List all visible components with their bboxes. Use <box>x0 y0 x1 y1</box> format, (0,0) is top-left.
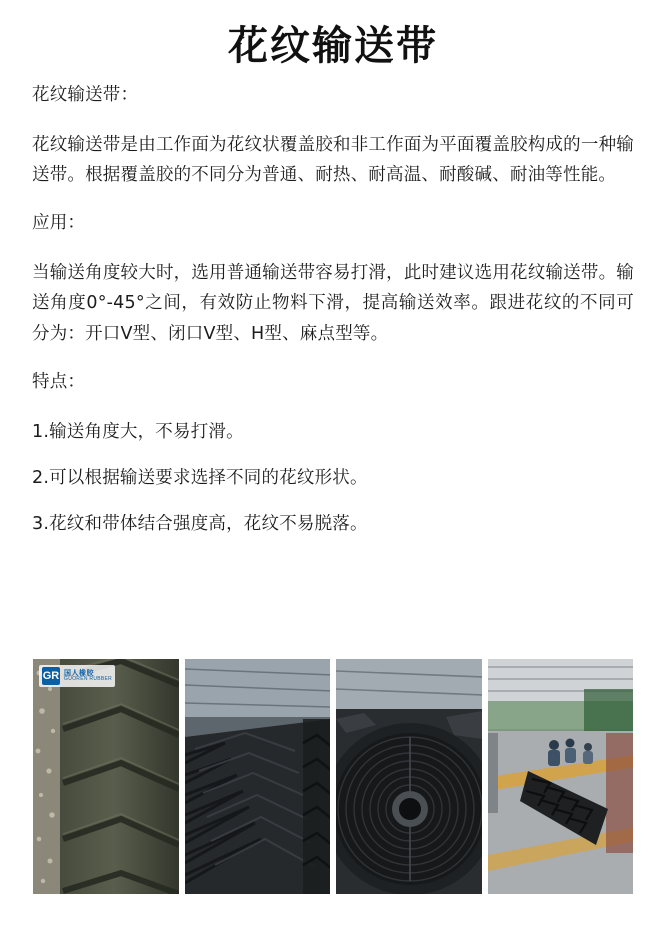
paragraph-feature-1: 1.输送角度大，不易打滑。 <box>32 421 244 442</box>
stacked-belts-illustration <box>185 659 331 894</box>
watermark-text <box>64 670 112 682</box>
paragraph-application-text: 当输送角度较大时，选用普通输送带容易打滑，此时建议选用花纹输送带。输送角度0°-45°之间，有效防止物料下滑，提高输送效率。跟进花纹的不同可分为：开口V型、闭口V型、H型、麻点型等。 <box>32 263 634 344</box>
chevron-belt-illustration <box>33 659 179 894</box>
paragraph-heading-features: 特点： <box>32 371 86 392</box>
paragraph-heading-intro: 花纹输送带： <box>32 85 139 105</box>
gallery-image-factory-workshop-belt <box>488 659 634 894</box>
watermark-company-cn: 国人橡胶 <box>64 669 94 677</box>
paragraph-heading-application: 应用： <box>32 213 86 234</box>
watermark-company-en: GUOREN RUBBER <box>64 676 113 682</box>
paragraph-intro-text: 花纹输送带是由工作面为花纹状覆盖胶和非工作面为平面覆盖胶构成的一种输送带。根据覆盖胶的不同分为普通、耐热、耐高温、耐酸碱、耐油等性能。 <box>32 135 634 186</box>
gallery-image-stacked-chevron-belts <box>185 659 331 894</box>
workshop-illustration <box>488 659 634 894</box>
belt-roll-illustration <box>336 659 482 894</box>
page-title: 花纹输送带 <box>228 23 438 69</box>
paragraph-feature-3: 3.花纹和带体结合强度高，花纹不易脱落。 <box>32 513 368 534</box>
gallery-image-closeup-chevron-belt <box>33 659 179 894</box>
gallery-image-belt-roll <box>336 659 482 894</box>
article-body <box>0 80 666 539</box>
paragraph-feature-2: 2.可以根据输送要求选择不同的花纹形状。 <box>32 467 368 488</box>
product-image-gallery <box>33 659 633 894</box>
product-detail-page <box>0 22 666 952</box>
watermark-logo-block <box>39 665 115 687</box>
brand-logo-icon: GR <box>42 667 60 685</box>
